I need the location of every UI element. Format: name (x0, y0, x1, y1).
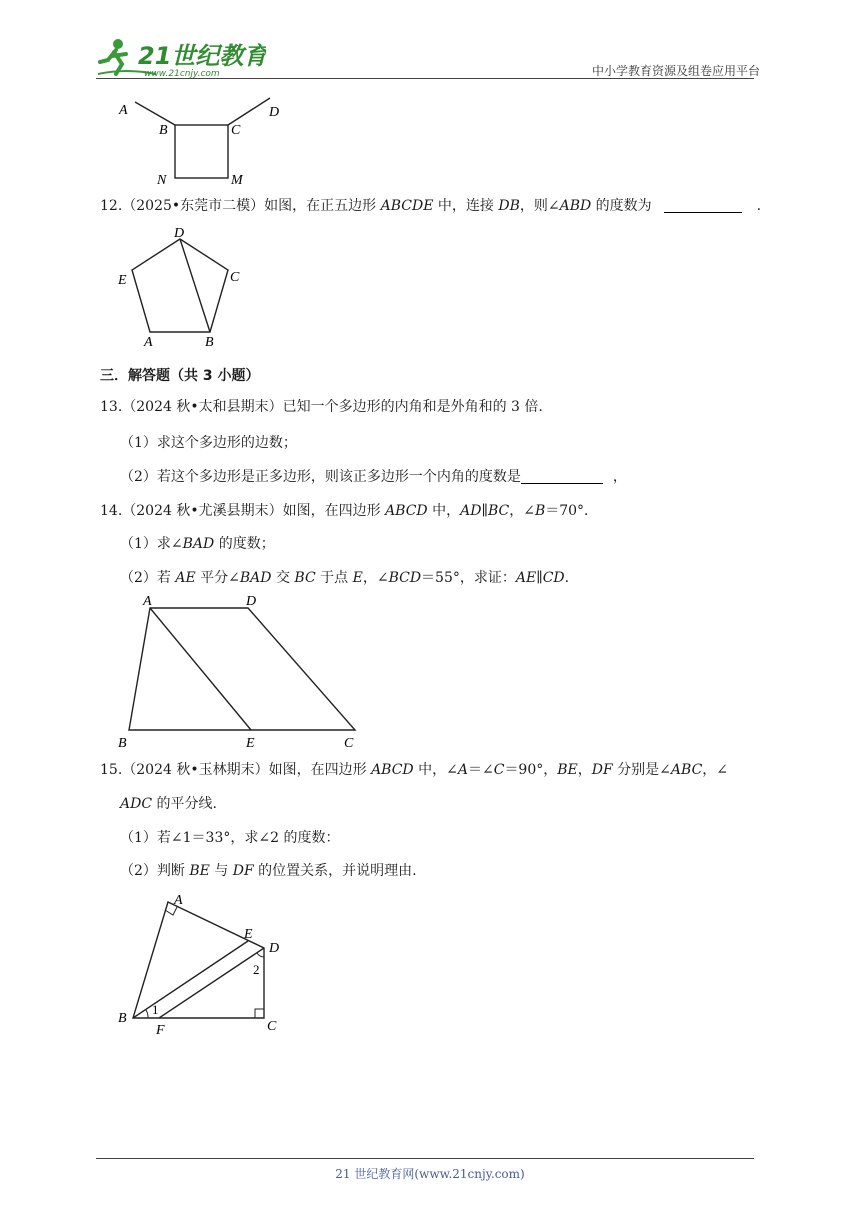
label-b: B (118, 1011, 127, 1026)
segment-cd (228, 98, 270, 125)
footer-divider (96, 1158, 754, 1159)
bisector-df (159, 948, 264, 1018)
label-b: B (118, 736, 127, 751)
question-15-part-1: （1）若∠1＝33°，求∠2 的度数： (120, 830, 340, 846)
question-13: 13.（2024 秋•太和县期末）已知一个多边形的内角和是外角和的 3 倍. (100, 399, 543, 415)
platform-name: 中小学教育资源及组卷应用平台 (591, 64, 760, 78)
answer-blank[interactable] (521, 469, 603, 484)
figure-pentagon (112, 225, 252, 350)
label-e: E (244, 927, 253, 942)
question-15: 15.（2024 秋•玉林期末）如图，在四边形 ABCD 中，∠A＝∠C＝90°，BE，DF 分别是∠ABC，∠ (100, 762, 729, 778)
label-c: C (344, 736, 354, 751)
question-14-part-1: （1）求∠BAD 的度数； (120, 536, 275, 552)
square-bcmn (175, 125, 228, 178)
question-12: 12.（2025•东莞市二模）如图，在正五边形 ABCDE 中，连接 DB，则∠ABD 的度数为 . (100, 198, 762, 214)
segment-ae (150, 608, 251, 730)
question-15-line-2: ADC 的平分线. (120, 796, 217, 812)
label-b: B (159, 123, 168, 138)
label-a: A (174, 893, 183, 908)
site-logo (96, 34, 266, 82)
footer-link[interactable]: 21 世纪教育网(www.21cnjy.com) (335, 1167, 525, 1181)
label-a: A (144, 335, 153, 350)
runner-logo-icon (96, 34, 266, 82)
angle-2-arc (257, 953, 264, 957)
logo-url: www.21cnjy.com (144, 69, 220, 79)
angle-1-arc (146, 1010, 148, 1018)
label-c: C (230, 270, 240, 285)
label-d: D (269, 105, 280, 120)
diagonal-db (180, 239, 210, 332)
label-a: A (143, 594, 152, 609)
label-b: B (205, 335, 214, 350)
question-14: 14.（2024 秋•尤溪县期末）如图，在四边形 ABCD 中，AD∥BC，∠B＝70°． (100, 503, 599, 519)
label-e: E (118, 273, 127, 288)
figure-trapezoid (112, 592, 367, 752)
label-a: A (119, 103, 128, 118)
logo-text: 21世纪教育 (138, 42, 266, 70)
pentagon-abcde (132, 239, 228, 332)
label-n: N (157, 173, 167, 188)
angle-1-label: 1 (152, 1002, 159, 1017)
label-e: E (246, 736, 255, 751)
label-d: D (174, 226, 185, 241)
trapezoid-abcd (129, 608, 355, 730)
question-14-part-2: （2）若 AE 平分∠BAD 交 BC 于点 E，∠BCD＝55°，求证：AE∥CD. (120, 570, 570, 586)
quadrilateral-abcd (133, 902, 264, 1018)
label-m: M (231, 173, 243, 188)
figure-quadrilateral-bisectors (112, 890, 292, 1040)
question-15-part-2: （2）判断 BE 与 DF 的位置关系，并说明理由. (120, 863, 417, 879)
label-c: C (267, 1019, 277, 1034)
question-13-part-2: （2）若这个多边形是正多边形，则该正多边形一个内角的度数是 ， (120, 469, 627, 485)
answer-blank[interactable] (664, 198, 742, 213)
figure-square-angles (115, 92, 290, 192)
label-f: F (156, 1023, 165, 1038)
section-title: 三．解答题（共 3 小题） (100, 368, 260, 384)
segment-ab (135, 102, 175, 125)
header-divider (96, 78, 754, 79)
bisector-be (133, 941, 248, 1018)
label-d: D (269, 941, 280, 956)
right-angle-c-icon (255, 1009, 264, 1018)
label-c: C (231, 123, 241, 138)
question-13-part-1: （1）求这个多边形的边数； (120, 435, 297, 451)
label-d: D (246, 594, 257, 609)
angle-2-label: 2 (253, 962, 260, 977)
